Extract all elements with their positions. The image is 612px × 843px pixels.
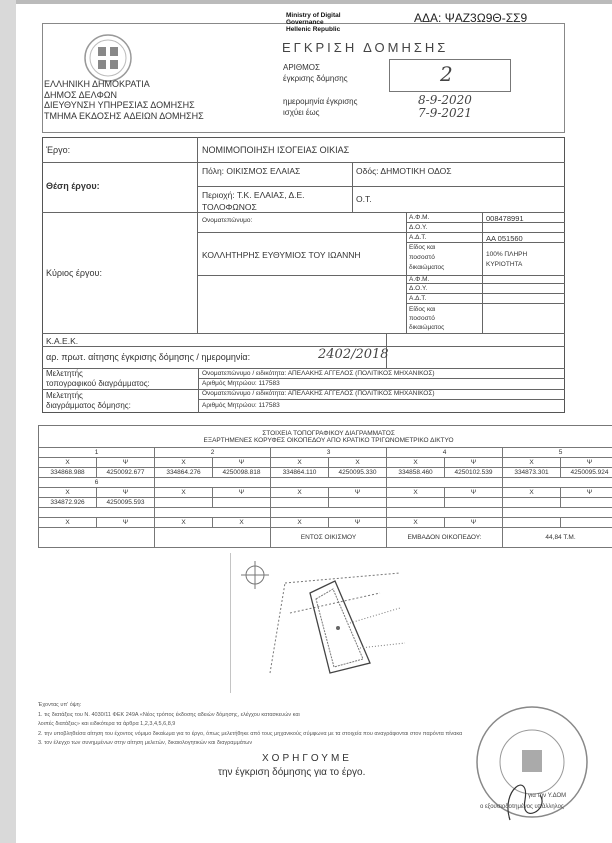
coord-value: 334864.276: [155, 468, 213, 478]
coord-value: 4250102.539: [445, 468, 503, 478]
coord-label: Χ: [155, 458, 213, 468]
date-labels: [283, 96, 357, 118]
label: ποσοστό: [409, 315, 435, 322]
authority-line: ΔΙΕΥΘΥΝΣΗ ΥΠΗΡΕΣΙΑΣ ΔΟΜΗΣΗΣ: [44, 100, 195, 110]
area-line: ΤΟΛΟΦΩΝΟΣ: [202, 202, 257, 212]
topo-title: ΣΤΟΙΧΕΙΑ ΤΟΠΟΓΡΑΦΙΚΟΥ ΔΙΑΓΡΑΜΜΑΤΟΣ: [262, 429, 395, 437]
topo-row: [39, 458, 612, 468]
coord-value: 4250098.818: [213, 468, 271, 478]
valid-until-date: 7-9-2021: [418, 106, 472, 120]
topo-header: [39, 426, 612, 448]
coord-value: 334873.301: [503, 468, 561, 478]
coord-label: Ψ: [329, 488, 387, 498]
coord-value: [155, 498, 213, 508]
coord-label: Χ: [271, 458, 329, 468]
coord-label: Χ: [155, 488, 213, 498]
coord-label: Ψ: [445, 458, 503, 468]
value: ΚΥΡΙΟΤΗΤΑ: [486, 261, 523, 268]
coord-label: Ψ: [329, 518, 387, 528]
label: Είδος και: [409, 306, 436, 313]
area-line: Περιοχή: Τ.Κ. ΕΛΑΙΑΣ, Δ.Ε.: [202, 190, 305, 200]
authority-line: ΔΗΜΟΣ ΔΕΛΦΩΝ: [44, 89, 118, 100]
engineer-build-reg: Αριθμός Μητρώου: 117583: [202, 402, 280, 409]
location-ot: Ο.Τ.: [356, 194, 372, 204]
coord-value: 4250095.330: [329, 468, 387, 478]
consideration-line: 3. τον έλεγχο των συνημμένων στην αίτηση μελετών, δικαιολογητικών και διαγραμμάτων: [38, 740, 253, 746]
owner-label: Κύριος έργου:: [46, 268, 102, 278]
signature-line: Governance: [286, 19, 324, 26]
coord-label: Ψ: [561, 488, 612, 498]
coord-label: [561, 518, 612, 528]
vertex-number: 4: [387, 448, 503, 458]
coord-label: Χ: [155, 518, 213, 528]
vertex-number: [271, 478, 387, 488]
topo-title: ΕΞΑΡΤΗΜΕΝΕΣ ΚΟΡΥΦΕΣ ΟΙΚΟΠΕΔΟΥ ΑΠΟ ΚΡΑΤΙΚΟ ΤΡΙΓΩΝΟΜΕΤΡΙΚΟ ΔΙΚΤΥΟ: [203, 436, 454, 444]
coord-value: [213, 498, 271, 508]
sign-for: για την Υ.ΔΟΜ: [528, 793, 567, 799]
adt-label: Α.Δ.Τ.: [409, 234, 427, 241]
topographic-table: [38, 425, 612, 548]
topo-row: [39, 478, 612, 488]
doy-label: Δ.Ο.Υ.: [409, 224, 428, 231]
afm-label-2: Α.Φ.Μ.: [409, 276, 430, 283]
authority-line: ΤΜΗΜΑ ΕΚΔΟΣΗΣ ΑΔΕΙΩΝ ΔΟΜΗΣΗΣ: [44, 110, 204, 121]
sign-official: ο εξουσιοδοτημένος υπάλληλος: [480, 804, 564, 810]
label: ημερομηνία έγκρισης: [283, 97, 358, 106]
engineer-topo-name: Ονοματεπώνυμο / ειδικότητα: ΑΠΕΛΑΚΗΣ ΑΓΓΕΛΟΣ (ΠΟΛΙΤΙΚΟΣ ΜΗΧΑΝΙΚΟΣ): [202, 370, 435, 377]
ada-code: ΑΔΑ: ΨΑΖ3Ω9Θ-ΣΣ9: [414, 11, 528, 25]
label: ποσοστό: [409, 254, 435, 261]
vertex-number: [387, 478, 503, 488]
label: Μελετητής: [46, 391, 83, 400]
coord-value: [445, 498, 503, 508]
topo-row: [39, 498, 612, 508]
coord-value: 334864.110: [271, 468, 329, 478]
location-label: Θέση έργου:: [46, 181, 100, 191]
vertex-number: 2: [155, 448, 271, 458]
owner-name-label: Ονοματεπώνυμο:: [202, 217, 253, 224]
scan-edge-top: [16, 0, 612, 4]
topo-row: [39, 468, 612, 478]
coord-label: Χ: [329, 458, 387, 468]
coord-label: [503, 518, 561, 528]
location-area: [202, 189, 305, 213]
label: δικαιώματος: [409, 264, 445, 271]
topo-row: [39, 508, 612, 518]
vertex-number: [39, 508, 155, 518]
dates: [418, 94, 472, 120]
coord-value: [271, 498, 329, 508]
official-stamp: [470, 700, 590, 830]
vertex-number: [155, 478, 271, 488]
doy-label-2: Δ.Ο.Υ.: [409, 285, 428, 292]
coord-value: 334868.988: [39, 468, 97, 478]
afm-value: 008478991: [486, 214, 524, 223]
area-value: 44,84 Τ.Μ.: [503, 528, 612, 548]
empty-cell: [155, 528, 271, 548]
coord-label: Χ: [387, 518, 445, 528]
coord-label: Χ: [39, 488, 97, 498]
empty-cell: [39, 528, 155, 548]
coord-value: [503, 498, 561, 508]
coord-label: Ψ: [445, 518, 503, 528]
greek-emblem-icon: [82, 32, 134, 84]
authority-block: [44, 79, 204, 121]
coord-label: Χ: [213, 518, 271, 528]
permit-number: 2: [440, 62, 453, 86]
grant-heading: ΧΟΡΗΓΟΥΜΕ: [262, 753, 352, 764]
considerations: [38, 701, 462, 749]
value: 100% ΠΛΗΡΗ: [486, 251, 528, 258]
site-plan-diagram: [230, 553, 460, 693]
adt-value: ΑΑ 051560: [486, 234, 523, 243]
topo-row: [39, 528, 612, 548]
intro-line: Έχοντας υπ' όψη:: [38, 702, 82, 708]
location-city: Πόλη: ΟΙΚΙΣΜΟΣ ΕΛΑΙΑΣ: [202, 166, 301, 176]
request-label: αρ. πρωτ. αίτησης έγκρισης δόμησης / ημερομηνία:: [46, 352, 251, 362]
label: διαγράμματος δόμησης:: [46, 401, 131, 410]
coord-label: Χ: [271, 518, 329, 528]
coord-label: Ψ: [97, 518, 155, 528]
number-label: [283, 62, 348, 84]
coord-value: [329, 498, 387, 508]
coord-value: 334858.460: [387, 468, 445, 478]
label: ισχύει έως: [283, 108, 320, 117]
request-value: 2402/2018: [318, 347, 389, 362]
coord-value: 4250092.677: [97, 468, 155, 478]
coord-label: Χ: [39, 458, 97, 468]
engineer-build-label: [46, 391, 131, 411]
coord-label: Ψ: [213, 458, 271, 468]
coord-label: Ψ: [97, 488, 155, 498]
engineer-topo-reg: Αριθμός Μητρώου: 117583: [202, 380, 280, 387]
vertex-number: [155, 508, 271, 518]
coord-label: Χ: [387, 458, 445, 468]
vertex-number: 5: [503, 448, 612, 458]
project-value: ΝΟΜΙΜΟΠΟΙΗΣΗ ΙΣΟΓΕΙΑΣ ΟΙΚΙΑΣ: [202, 145, 350, 155]
afm-label: Α.Φ.Μ.: [409, 214, 430, 221]
scan-edge: [0, 0, 16, 843]
consideration-line: 1. τις διατάξεις του Ν. 4030/11 ΦΕΚ 249Α «Νέος τρόπος έκδοσης αδειών δόμησης, ελέγχου κατασκευών και: [38, 711, 300, 718]
vertex-number: [503, 478, 612, 488]
kaek-label: Κ.Α.Ε.Κ.: [46, 336, 79, 346]
vertex-number: [271, 508, 387, 518]
coord-label: Ψ: [445, 488, 503, 498]
location-street: Οδός: ΔΗΜΟΤΙΚΗ ΟΔΟΣ: [356, 166, 452, 176]
coord-value: [387, 498, 445, 508]
vertex-number: [387, 508, 503, 518]
consideration-line: 2. την υποβληθείσα αίτηση του έχοντος νόμιμο δικαίωμα για το έργο, όπως μελετήθηκε από τους μηχανικούς σύμφωνα με τα στοιχεία που αναγράφονται στον παρόντα πίνακα: [38, 730, 463, 737]
grant-text: την έγκριση δόμησης για το έργο.: [218, 767, 366, 778]
area-label: ΕΜΒΑΔΟΝ ΟΙΚΟΠΕΔΟΥ:: [387, 528, 503, 548]
digital-signature: [286, 12, 341, 33]
adt-label-2: Α.Δ.Τ.: [409, 295, 427, 302]
vertex-number: 6: [39, 478, 155, 488]
inside-settlement: ΕΝΤΟΣ ΟΙΚΙΣΜΟΥ: [271, 528, 387, 548]
coord-label: Χ: [503, 488, 561, 498]
right-value: [486, 250, 527, 270]
coord-label: Ψ: [97, 458, 155, 468]
topo-row: [39, 488, 612, 498]
coord-label: Χ: [387, 488, 445, 498]
label: τοπογραφικού διαγράμματος:: [46, 379, 150, 388]
coord-label: Χ: [503, 458, 561, 468]
label: Είδος και: [409, 244, 436, 251]
coord-value: [561, 498, 612, 508]
right-label: [409, 243, 444, 273]
label: ΑΡΙΘΜΟΣ: [283, 63, 320, 72]
signature-line: Hellenic Republic: [286, 26, 341, 33]
engineer-topo-label: [46, 369, 150, 389]
vertex-number: 3: [271, 448, 387, 458]
coord-label: Ψ: [213, 488, 271, 498]
coord-label: Ψ: [561, 458, 612, 468]
authority-line: ΕΛΛΗΝΙΚΗ ΔΗΜΟΚΡΑΤΙΑ: [44, 79, 150, 89]
coord-value: 334872.926: [39, 498, 97, 508]
coord-value: 4250095.593: [97, 498, 155, 508]
consideration-line: λοιπές διατάξεις» και ειδικότερα τα άρθρα 1,2,3,4,5,6,8,9: [38, 721, 176, 727]
page-title: ΕΓΚΡΙΣΗ ΔΟΜΗΣΗΣ: [282, 40, 449, 55]
coord-label: Χ: [271, 488, 329, 498]
vertex-number: 1: [39, 448, 155, 458]
project-label: Έργο:: [46, 145, 71, 155]
label: δικαιώματος: [409, 324, 445, 331]
topo-row: [39, 448, 612, 458]
right-label-2: [409, 305, 444, 332]
vertex-number: [503, 508, 612, 518]
label: έγκρισης δόμησης: [283, 74, 348, 83]
approval-date: 8-9-2020: [418, 93, 472, 107]
signature-line: Ministry of Digital: [286, 12, 341, 19]
coord-value: 4250095.924: [561, 468, 612, 478]
label: Μελετητής: [46, 369, 83, 378]
coord-label: Χ: [39, 518, 97, 528]
engineer-build-name: Ονοματεπώνυμο / ειδικότητα: ΑΠΕΛΑΚΗΣ ΑΓΓΕΛΟΣ (ΠΟΛΙΤΙΚΟΣ ΜΗΧΑΝΙΚΟΣ): [202, 390, 435, 397]
topo-row: [39, 518, 612, 528]
owner-name: ΚΟΛΛΗΤΗΡΗΣ ΕΥΘΥΜΙΟΣ ΤΟΥ ΙΩΑΝΝΗ: [202, 250, 361, 260]
